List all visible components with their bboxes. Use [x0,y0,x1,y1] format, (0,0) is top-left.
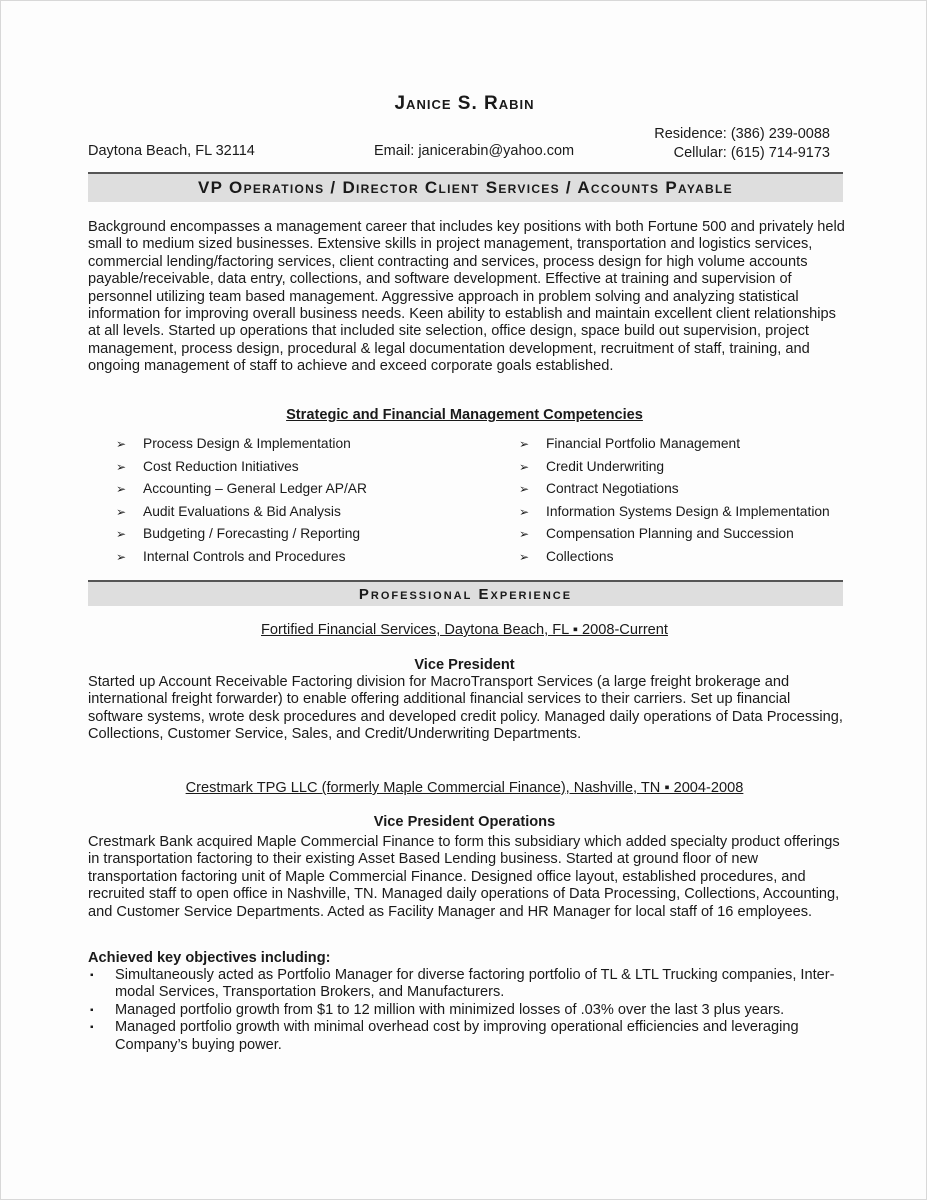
list-item: ➢ Internal Controls and Procedures [116,546,367,569]
job-title: Vice President [414,657,515,673]
arrow-bullet-icon: ➢ [519,482,530,497]
job-employer: Crestmark TPG LLC (formerly Maple Commercial Finance), Nashville, TN ▪ 2004-2008 [185,780,744,796]
list-item: ➢ Contract Negotiations [519,478,830,501]
list-item: ➢ Credit Underwriting [519,456,830,479]
list-item: ➢ Process Design & Implementation [116,433,367,456]
list-item: ▪ Managed portfolio growth with minimal overhead cost by improving operational efficiencies and leveraging Company’s buying power. [90,1019,799,1053]
email: Email: janicerabin@yahoo.com [374,143,575,159]
job-description: Started up Account Receivable Factoring division for MacroTransport Services (a large freight brokerage and international freight forwarder) to enable offering additional financial services to their carriers. Set up financial software systems, wrote desk procedures and developed credit policy. Managed daily operations of Data Processing, Collections, Customer Service, Sales, and Credit/Underwriting Departments. [88,674,843,743]
residence-phone: Residence: (386) 239-0088 [654,126,830,142]
square-bullet-icon: ▪ [90,1004,94,1016]
arrow-bullet-icon: ➢ [519,527,530,542]
arrow-bullet-icon: ➢ [519,504,530,519]
list-item: ➢ Compensation Planning and Succession [519,523,830,546]
competencies-heading: Strategic and Financial Management Competencies [286,407,643,423]
arrow-bullet-icon: ➢ [116,527,127,542]
list-item: ➢ Budgeting / Forecasting / Reporting [116,523,367,546]
arrow-bullet-icon: ➢ [519,549,530,564]
arrow-bullet-icon: ➢ [116,549,127,564]
summary-paragraph: Background encompasses a management career that includes key positions with both Fortune 500 and privately held small to medium sized businesses. Extensive skills in project management, transportation and logistics services, commercial lending/factoring services, client contracting and services, process design for high volume accounts payable/receivable, data entry, collections, and software development. Effective at training and supervision of personnel utilizing team based management. Aggressive approach in problem solving and analyzing statistical information for improving overall business needs. Keen ability to establish and maintain excellent client relationships at all levels. Started up operations that included site selection, office design, space build out supervision, project management, process design, procedural & legal documentation development, recruitment of staff, training, and ongoing management of staff to achieve and exceed corporate goals established. [88,219,845,375]
phone-block [654,125,830,163]
achievements-list [88,967,848,1054]
arrow-bullet-icon: ➢ [116,437,127,451]
experience-banner: Professional Experience [88,580,843,606]
list-item: ➢ Information Systems Design & Implementation [519,501,830,524]
job-title: Vice President Operations [373,814,556,830]
competencies-right-list [519,433,830,569]
list-item: ➢ Accounting – General Ledger AP/AR [116,478,367,501]
list-item: ➢ Financial Portfolio Management [519,433,830,456]
competencies-left-list [116,433,367,569]
job-description: Crestmark Bank acquired Maple Commercial Finance to form this subsidiary which added specialty product offerings in transportation factoring to their existing Asset Based Lending business. Started at ground floor of new transportation factoring unit of Maple Commercial Finance. Designed office layout, established procedures, and recruited staff to open office in Nashville, TN. Managed daily operations of Data Processing, Collections, Accounting, and Customer Service Departments. Acted as Facility Manager and HR Manager for local staff of 16 employees. [88,834,840,920]
arrow-bullet-icon: ➢ [519,437,530,451]
address: Daytona Beach, FL 32114 [88,143,255,159]
arrow-bullet-icon: ➢ [519,459,530,474]
candidate-name: Janice S. Rabin [394,93,535,114]
list-item: ▪ Simultaneously acted as Portfolio Manager for diverse factoring portfolio of TL & LTL Trucking companies, Inter-modal Services, Transportation Brokers, and Manufacturers. [90,967,835,1001]
job-employer: Fortified Financial Services, Daytona Beach, FL ▪ 2008-Current [261,622,668,638]
list-item: ➢ Audit Evaluations & Bid Analysis [116,501,367,524]
list-item: ▪ Managed portfolio growth from $1 to 12 million with minimized losses of .03% over the last 3 plus years. [90,1001,785,1018]
achievements-heading: Achieved key objectives including: [88,950,331,966]
arrow-bullet-icon: ➢ [116,482,127,497]
list-item: ➢ Cost Reduction Initiatives [116,456,367,479]
list-item: ➢ Collections [519,546,830,569]
title-banner: VP Operations / Director Client Services / Accounts Payable [88,172,843,202]
cellular-phone: Cellular: (615) 714-9173 [673,145,830,161]
arrow-bullet-icon: ➢ [116,504,127,519]
arrow-bullet-icon: ➢ [116,459,127,474]
square-bullet-icon: ▪ [90,970,94,981]
square-bullet-icon: ▪ [90,1022,94,1034]
